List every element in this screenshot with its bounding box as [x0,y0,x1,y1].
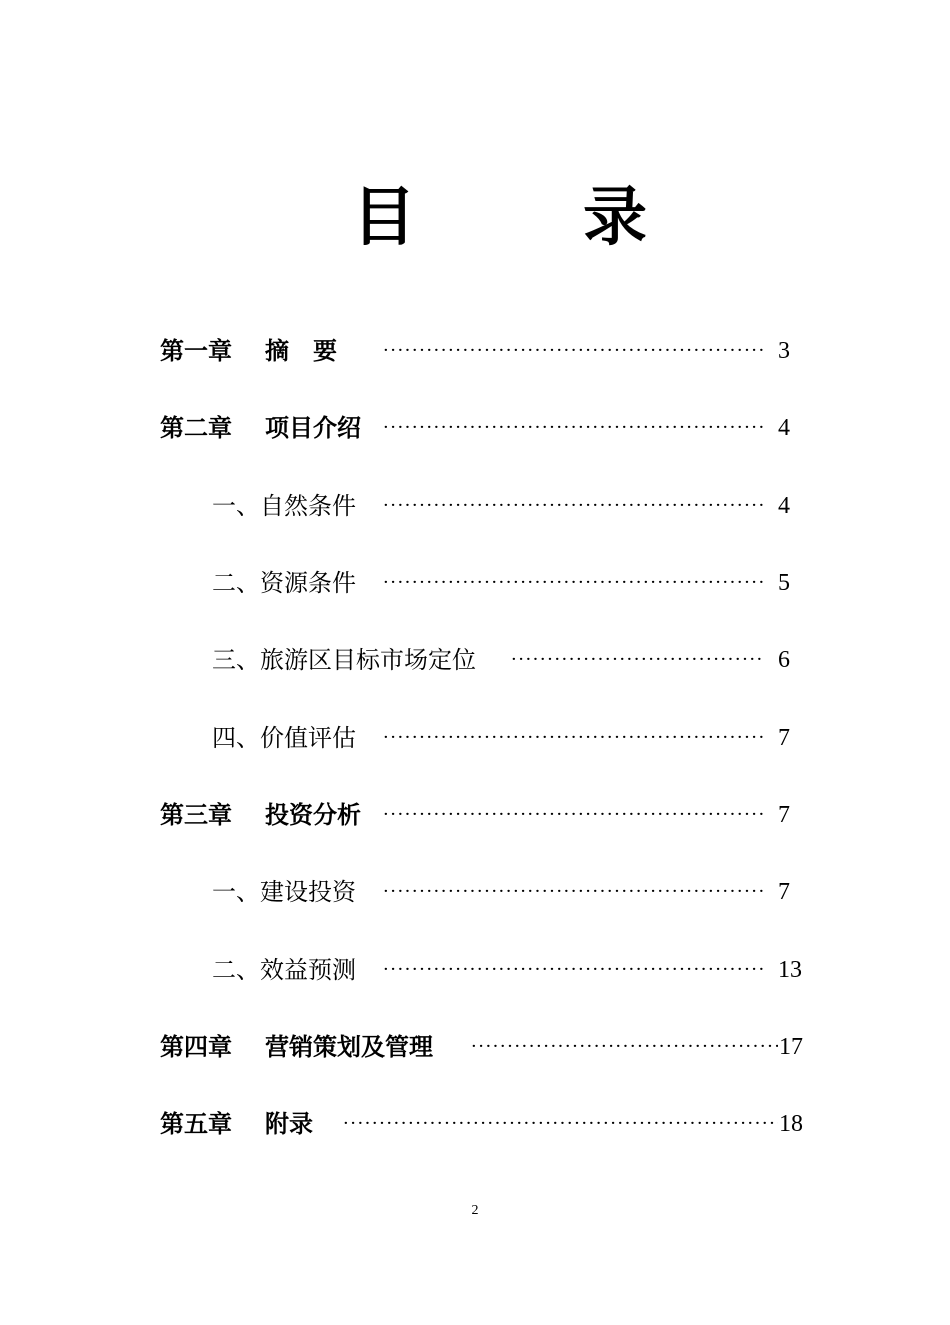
toc-entry[interactable] [0,408,950,448]
chapter-number: 第一章 [160,337,232,365]
leader-dots [383,486,765,526]
toc-entry[interactable] [0,872,950,912]
section-title: 三、旅游区目标市场定位 [212,646,476,674]
chapter-title: 营销策划及管理 [265,1033,433,1061]
leader-dots [383,563,765,603]
toc-title-char-1: 目 [352,181,416,255]
page-number: 4 [778,493,790,519]
leader-dots [343,1104,778,1144]
toc-title-char-2: 录 [583,181,647,255]
page-number: 4 [778,415,790,441]
page-number: 17 [779,1034,803,1060]
chapter-title: 附录 [265,1110,313,1138]
leader-dots [383,950,765,990]
page-number: 13 [778,957,802,983]
toc-entry[interactable] [0,795,950,835]
chapter-number: 第四章 [160,1033,232,1061]
leader-dots [383,872,765,912]
leader-dots [383,795,765,835]
section-title: 一、建设投资 [212,878,356,906]
toc-entry[interactable] [0,1104,950,1144]
page-number: 18 [779,1111,803,1137]
toc-entry[interactable] [0,563,950,603]
page-number: 7 [778,879,790,905]
page-number: 3 [778,338,790,364]
chapter-title: 摘 要 [265,337,337,365]
leader-dots [471,1027,778,1067]
page-number: 7 [778,802,790,828]
leader-dots [383,408,765,448]
toc-entry[interactable] [0,1027,950,1067]
leader-dots [511,640,765,680]
toc-entry[interactable] [0,486,950,526]
section-title: 四、价值评估 [212,724,356,752]
section-title: 二、资源条件 [212,569,356,597]
chapter-title: 投资分析 [265,801,361,829]
toc-entry[interactable] [0,640,950,680]
section-title: 二、效益预测 [212,956,356,984]
section-title: 一、自然条件 [212,492,356,520]
page-number: 5 [778,570,790,596]
chapter-number: 第二章 [160,414,232,442]
chapter-number: 第三章 [160,801,232,829]
chapter-number: 第五章 [160,1110,232,1138]
leader-dots [383,331,765,371]
toc-entry[interactable] [0,718,950,758]
toc-entry[interactable] [0,331,950,371]
footer-page-number: 2 [471,1203,479,1218]
toc-entry[interactable] [0,950,950,990]
leader-dots [383,718,765,758]
page-number: 6 [778,647,790,673]
chapter-title: 项目介绍 [265,414,361,442]
page-number: 7 [778,725,790,751]
